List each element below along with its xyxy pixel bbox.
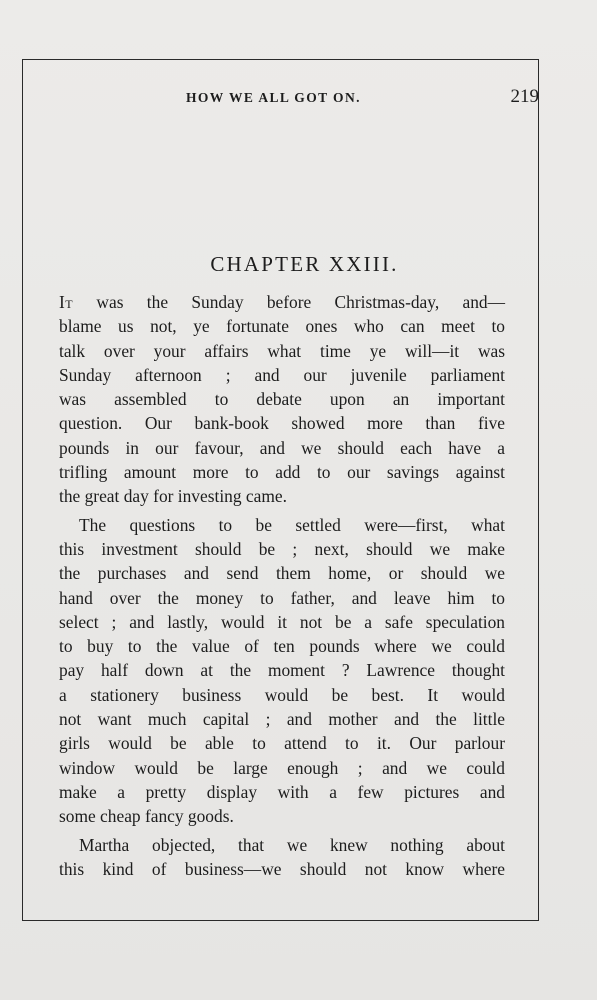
text-line: blame us not, ye fortunate ones who can meet to [59, 316, 505, 337]
paragraph-3 [59, 833, 505, 882]
text-line: to buy to the value of ten pounds where we could [59, 636, 505, 657]
text-line: girls would be able to attend to it. Our parlour [59, 733, 505, 754]
text-line: make a pretty display with a few pictures and [59, 781, 505, 802]
text-line: trifling amount more to add to our savings against [59, 462, 505, 483]
text-line: was assembled to debate upon an important [59, 389, 505, 410]
paragraph-2 [59, 513, 505, 829]
text-line: The questions to be settled were—first, what [79, 514, 505, 535]
text-line: It was the Sunday before Christmas-day, and— [59, 292, 505, 312]
running-title: HOW WE ALL GOT ON. [186, 90, 361, 105]
page-number: 219 [510, 86, 539, 107]
text-line: the great day for investing came. [59, 486, 287, 507]
small-caps-lead: It [59, 292, 74, 312]
text-line: a stationery business would be best. It would [59, 684, 505, 705]
text-line: select ; and lastly, would it not be a safe speculation [59, 611, 505, 632]
text-line: the purchases and send them home, or should we [59, 563, 505, 584]
text-line: hand over the money to father, and leave him to [59, 587, 505, 608]
running-head [58, 88, 539, 110]
text-line: pounds in our favour, and we should each have a [59, 437, 505, 458]
text-line: this investment should be ; next, should we make [59, 538, 505, 559]
text-line: this kind of business—we should not know where [59, 858, 505, 879]
text-line: not want much capital ; and mother and the little [59, 709, 505, 730]
text-line: talk over your affairs what time ye will—it was [59, 340, 505, 361]
text-line: window would be large enough ; and we could [59, 757, 505, 778]
text-line: question. Our bank-book showed more than five [59, 413, 505, 434]
body-text [59, 290, 505, 881]
paragraph-1 [59, 290, 505, 509]
text-line: pay half down at the moment ? Lawrence thought [59, 660, 505, 681]
text-line: Martha objected, that we knew nothing about [79, 834, 505, 855]
text-line: Sunday afternoon ; and our juvenile parliament [59, 364, 505, 385]
text-line: some cheap fancy goods. [59, 806, 234, 827]
chapter-title: CHAPTER XXIII. [210, 252, 399, 276]
